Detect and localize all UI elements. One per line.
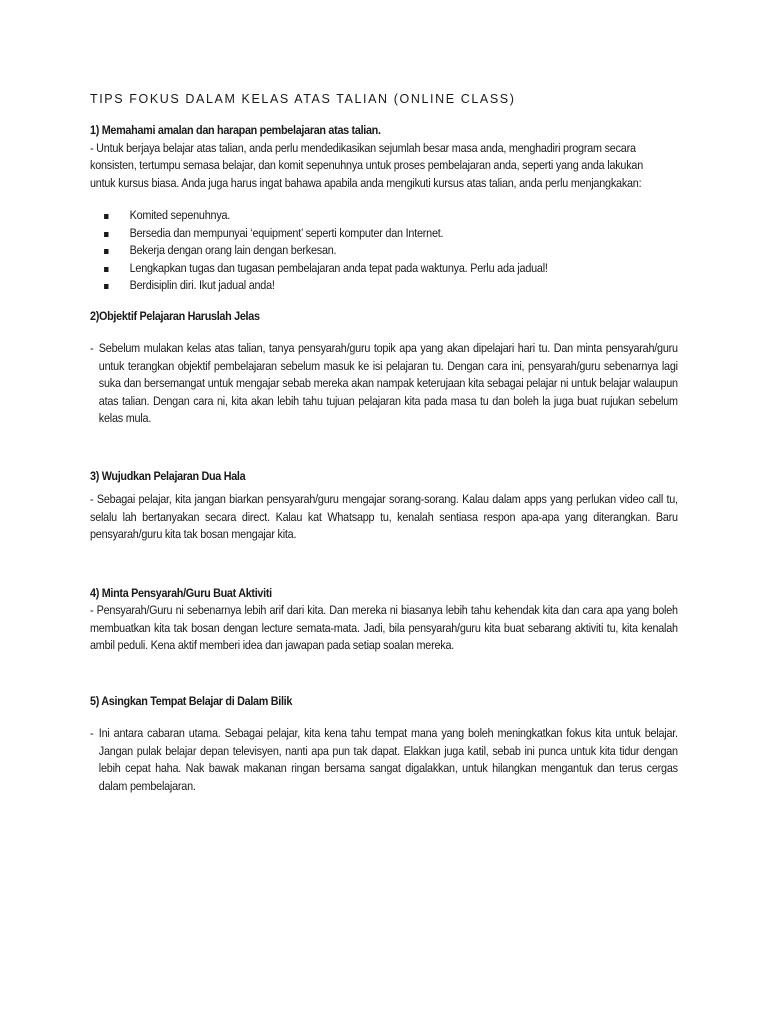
section-4 bbox=[90, 585, 678, 655]
dash-marker: - bbox=[90, 341, 94, 355]
bullet-item: Komited sepenuhnya. bbox=[90, 207, 607, 225]
document-title: TIPS FOKUS DALAM KELAS ATAS TALIAN (ONLINE CLASS) bbox=[90, 92, 516, 106]
section-1 bbox=[90, 122, 678, 295]
bullet-item: Bersedia dan mempunyai ‘equipment’ seperti komputer dan Internet. bbox=[90, 225, 607, 243]
square-bullet-icon bbox=[104, 214, 108, 219]
bullet-item: Berdisiplin diri. Ikut jadual anda! bbox=[90, 277, 607, 295]
section-1-heading: 1) Memahami amalan dan harapan pembelajaran atas talian. bbox=[90, 123, 381, 137]
section-4-heading: 4) Minta Pensyarah/Guru Buat Aktiviti bbox=[90, 585, 272, 600]
square-bullet-icon bbox=[104, 267, 108, 272]
square-bullet-icon bbox=[104, 249, 108, 254]
section-3-body: - Sebagai pelajar, kita jangan biarkan pensyarah/guru mengajar sorang-sorang. Kalau dalam apps yang perlukan video call tu, selalu lah bertanyakan secara direct. Kalau kat Whatsapp tu, kenalah sentiasa respon apa-apa yang diterangkan. Baru pensyarah/guru kita tak bosan mengajar kita. bbox=[90, 492, 678, 541]
document-page bbox=[90, 92, 678, 795]
section-2 bbox=[90, 308, 678, 428]
square-bullet-icon bbox=[104, 284, 108, 289]
section-5 bbox=[90, 693, 678, 796]
section-1-bullet-list bbox=[90, 207, 607, 295]
section-1-body: - Untuk berjaya belajar atas talian, anda perlu mendedikasikan sejumlah besar masa anda, menghadiri program secara konsisten, tertumpu semasa belajar, dan komit sepenuhnya untuk proses pembelajaran anda, seperti yang anda lakukan untuk kursus biasa. Anda juga harus ingat bahawa apabila anda mengikuti kursus atas talian, anda perlu menjangkakan: bbox=[90, 140, 644, 190]
section-3 bbox=[90, 468, 678, 544]
section-5-heading: 5) Asingkan Tempat Belajar di Dalam Bilik bbox=[90, 693, 293, 708]
section-2-heading: 2)Objektif Pelajaran Haruslah Jelas bbox=[90, 308, 260, 323]
bullet-item: Bekerja dengan orang lain dengan berkesan. bbox=[90, 242, 607, 260]
section-5-body: - Ini antara cabaran utama. Sebagai pelajar, kita kena tahu tempat mana yang boleh meningkatkan fokus kita untuk belajar. Jangan pulak belajar depan televisyen, nanti apa pun tak dapat. Elakkan juga katil, sebab ini punca untuk kita tidur dengan lebih cepat haha. Nak bawak makanan ringan bersama sangat digalakkan, untuk hilangkan mengantuk dan terus cergas dalam pembelajaran. bbox=[90, 726, 678, 793]
dash-marker: - bbox=[90, 726, 94, 740]
section-3-heading: 3) Wujudkan Pelajaran Dua Hala bbox=[90, 468, 246, 483]
section-4-body: - Pensyarah/Guru ni sebenarnya lebih arif dari kita. Dan mereka ni biasanya lebih tahu kehendak kita dan cara apa yang boleh membuatkan kita tak bosan dengan lecture semata-mata. Jadi, bila pensyarah/guru kita buat sebarang aktiviti tu, kita kenalah ambil peduli. Kena aktif memberi idea dan jawapan pada setiap soalan mereka. bbox=[90, 603, 678, 652]
bullet-item: Lengkapkan tugas dan tugasan pembelajaran anda tepat pada waktunya. Perlu ada jadual! bbox=[90, 260, 607, 278]
section-2-body: - Sebelum mulakan kelas atas talian, tanya pensyarah/guru topik apa yang akan dipelajari hari tu. Dan minta pensyarah/guru untuk terangkan objektif pembelajaran sebelum masuk ke isi pelajaran tu. Dengan cara ini, pensyarah/guru sebenarnya lagi suka dan bersemangat untuk mengajar sebab mereka akan nampak keterujaan kita sebagai pelajar ni untuk belajar walaupun atas talian. Dengan cara ni, kita akan lebih tahu tujuan pelajaran kita pada masa tu dan boleh la juga buat rujukan sebelum kelas mula. bbox=[90, 341, 678, 425]
square-bullet-icon bbox=[104, 232, 108, 237]
